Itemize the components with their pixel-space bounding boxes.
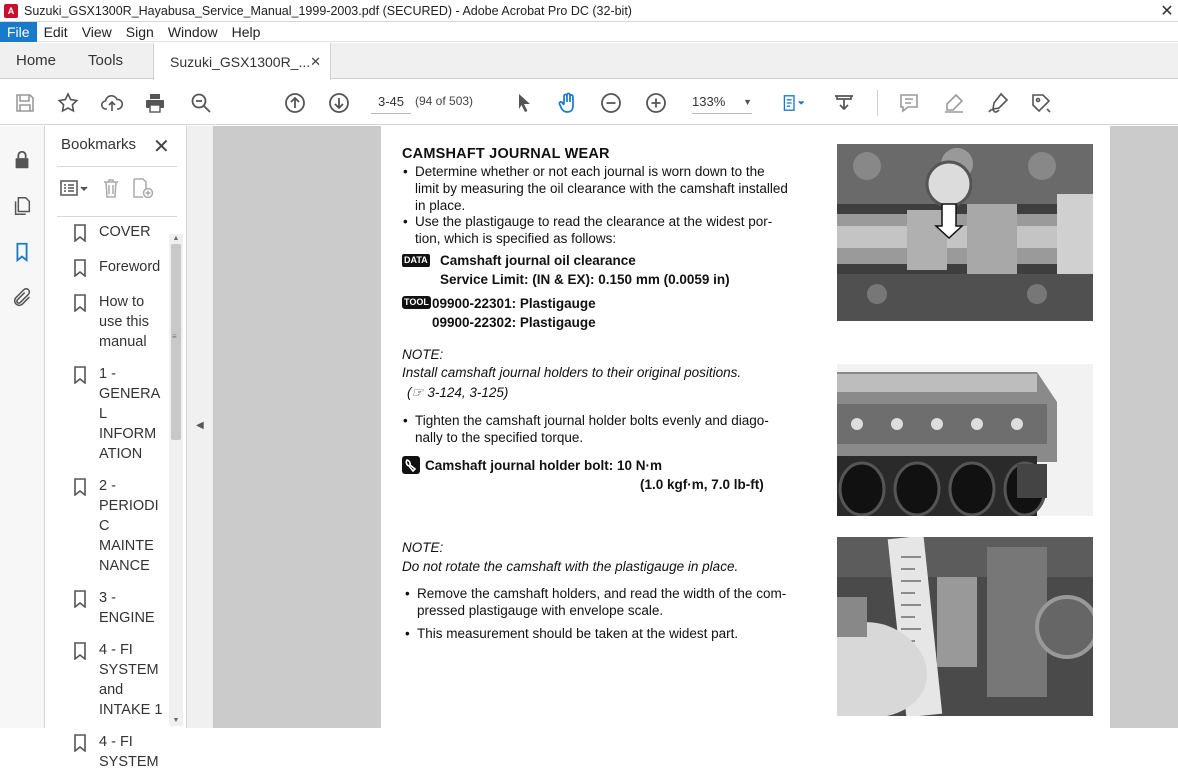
text-line: nally to the specified torque. (415, 430, 584, 445)
label-line: INFORM (99, 426, 157, 442)
page-layout-icon[interactable] (776, 89, 812, 117)
lock-icon[interactable] (10, 148, 34, 172)
tool-badge: TOOL (404, 297, 429, 307)
bookmark-label (99, 732, 163, 772)
menu-sign[interactable]: Sign (125, 23, 154, 40)
tab-bar (0, 43, 1178, 79)
bookmark-item-fi-system-intake[interactable] (73, 640, 183, 720)
highlight-icon[interactable] (940, 89, 968, 117)
divider (57, 216, 177, 217)
chevron-left-icon: ◀ (196, 420, 204, 431)
upload-icon[interactable] (98, 89, 126, 117)
star-icon[interactable] (54, 89, 82, 117)
bookmark-label (99, 476, 163, 576)
bookmark-icon (73, 224, 87, 245)
text-line: limit by measuring the oil clearance with the camshaft installed (415, 181, 788, 196)
panel-collapse-handle[interactable] (187, 126, 213, 728)
sign-icon[interactable] (984, 89, 1012, 117)
label-line: 4 - FI (99, 734, 133, 750)
label-line: How to (99, 294, 145, 310)
bullet-remove (417, 585, 837, 619)
bookmark-icon (73, 366, 87, 464)
menu-edit[interactable]: Edit (43, 23, 68, 40)
label-line: INTAKE 1 (99, 702, 163, 718)
bookmark-icon (73, 478, 87, 576)
scrollbar-thumb[interactable] (171, 244, 181, 440)
note-2-label: NOTE: (402, 540, 444, 555)
hand-icon[interactable] (554, 89, 582, 117)
plastigauge-measurement-photo (837, 537, 1093, 716)
label-line: NANCE (99, 558, 150, 574)
text-line: in place. (415, 198, 466, 213)
window-close-button[interactable]: ✕ (1160, 3, 1174, 20)
tab-home[interactable]: Home (16, 52, 57, 69)
bookmark-icon (73, 259, 87, 280)
bullet-tighten (415, 412, 835, 446)
torque-wrench-icon (402, 456, 420, 474)
menu-help[interactable]: Help (231, 23, 261, 40)
bookmark-item-cover[interactable] (73, 222, 183, 245)
label-line: SYSTEM (99, 662, 159, 678)
label-line: GENERAL (99, 386, 161, 422)
title-bar (0, 0, 1178, 22)
bookmarks-scrollbar[interactable] (169, 234, 183, 726)
tool-1: 09900-22301: Plastigauge (432, 296, 596, 311)
bookmarks-panel (45, 126, 187, 770)
label-line: ENGINE (99, 610, 155, 626)
print-icon[interactable] (141, 89, 169, 117)
menu-file[interactable]: File (0, 22, 37, 42)
window-title: Suzuki_GSX1300R_Hayabusa_Service_Manual_1999-2003.pdf (SECURED) - Adobe Acrobat Pro DC (32-bit) (24, 3, 632, 18)
label-line: 1 - (99, 366, 116, 382)
bullet-measure (417, 625, 837, 642)
label-line: use this (99, 314, 149, 330)
tab-document-label: Suzuki_GSX1300R_... (170, 53, 311, 70)
scroll-down-arrow-icon[interactable]: ▼ (172, 717, 180, 724)
bookmark-item-periodic-maintenance[interactable] (73, 476, 183, 576)
bookmark-icon (73, 734, 87, 772)
save-icon[interactable] (11, 89, 39, 117)
tab-close-button[interactable]: ✕ (310, 53, 322, 69)
comment-icon[interactable] (895, 89, 923, 117)
label-line: SYSTEM (99, 754, 159, 770)
grip-icon: ≡ (172, 332, 177, 341)
note-1-text: Install camshaft journal holders to their original positions. (402, 365, 742, 380)
spec-limit: Service Limit: (IN & EX): 0.150 mm (0.0059 in) (440, 272, 730, 287)
toolbar-separator (877, 90, 878, 116)
label-line: and (99, 682, 124, 698)
bookmarks-toolbar (57, 176, 155, 202)
prev-page-icon[interactable] (281, 89, 309, 117)
note-2-text: Do not rotate the camshaft with the plastigauge in place. (402, 559, 739, 574)
bookmark-icon (73, 294, 87, 352)
torque-spec: Camshaft journal holder bolt: 10 N·m (425, 458, 663, 473)
zoom-level-select[interactable] (692, 90, 752, 114)
note-1-label: NOTE: (402, 347, 444, 362)
scroll-up-arrow-icon[interactable]: ▲ (172, 235, 180, 242)
menu-window[interactable]: Window (167, 23, 218, 40)
bullet-plastigauge (415, 213, 835, 247)
bookmark-icon (73, 590, 87, 628)
next-page-icon[interactable] (325, 89, 353, 117)
label-line: MAINTE (99, 538, 154, 554)
menu-view[interactable]: View (81, 23, 112, 40)
acrobat-app-icon: A (4, 4, 18, 18)
page-number-input[interactable]: 3-45 (371, 90, 411, 114)
toolbar (0, 80, 1178, 125)
page-thumbnails-icon[interactable] (10, 194, 34, 218)
divider (57, 166, 177, 167)
text-line: This measurement should be taken at the widest part. (417, 626, 739, 641)
bookmark-options-icon[interactable] (57, 178, 91, 201)
zoom-in-icon[interactable] (642, 89, 670, 117)
bookmark-item-how-to-use[interactable] (73, 292, 183, 352)
pdf-page (381, 126, 1110, 728)
bookmarks-header: Bookmarks (61, 136, 137, 153)
bookmark-label (99, 588, 163, 628)
bookmark-label (99, 364, 163, 464)
camshaft-photo (837, 144, 1093, 321)
bookmark-item-fi-system[interactable] (73, 732, 183, 772)
section-heading: CAMSHAFT JOURNAL WEAR (402, 146, 610, 162)
delete-bookmark-icon[interactable] (101, 177, 121, 202)
text-line: pressed plastigauge with envelope scale. (417, 603, 664, 618)
zoom-out-icon[interactable] (597, 89, 625, 117)
spec-title: Camshaft journal oil clearance (440, 253, 636, 268)
bookmark-icon (73, 642, 87, 720)
text-line: Remove the camshaft holders, and read the width of the com- (417, 586, 787, 601)
text-line: Determine whether or not each journal is worn down to the (415, 164, 765, 179)
zoom-level-value: 133% (692, 94, 726, 109)
scroll-mode-icon[interactable] (830, 89, 858, 117)
page-count-label: (94 of 503) (415, 94, 474, 108)
text-line: Use the plastigauge to read the clearance at the widest por- (415, 214, 773, 229)
bookmark-item-engine[interactable] (73, 588, 183, 628)
bookmark-panel-icon[interactable] (10, 240, 34, 264)
select-cursor-icon[interactable] (510, 89, 538, 117)
note-1-reference: (☞ 3-124, 3-125) (407, 385, 509, 400)
bookmark-label: COVER (99, 224, 151, 240)
bookmarks-close-button[interactable]: ✕ (153, 136, 170, 158)
bullet-determine (415, 163, 835, 214)
text-line: tion, which is specified as follows: (415, 231, 617, 246)
zoom-search-icon[interactable] (187, 89, 215, 117)
data-badge: DATA (404, 255, 428, 265)
label-line: 2 - (99, 478, 116, 494)
tab-document[interactable] (153, 43, 331, 80)
bookmark-list (73, 222, 183, 784)
label-line: PERIODI (99, 498, 159, 514)
document-viewer[interactable] (213, 126, 1178, 728)
label-line: manual (99, 334, 147, 350)
text-line: Tighten the camshaft journal holder bolts evenly and diago- (415, 413, 769, 428)
bookmark-item-foreword[interactable] (73, 257, 183, 280)
menu-bar (0, 22, 1178, 42)
bookmark-label: Foreword (99, 259, 161, 275)
attachment-icon[interactable] (10, 286, 34, 310)
label-line: ATION (99, 446, 143, 462)
fill-sign-icon[interactable] (1027, 89, 1055, 117)
bookmark-label (99, 640, 163, 720)
label-line: C (99, 518, 110, 534)
bookmark-label (99, 292, 163, 352)
cylinder-head-photo (837, 364, 1093, 516)
tool-2: 09900-22302: Plastigauge (432, 315, 596, 330)
tab-tools[interactable]: Tools (88, 52, 124, 69)
new-bookmark-icon[interactable] (131, 177, 155, 202)
chevron-down-icon: ▼ (743, 96, 752, 107)
left-navigation-rail (0, 126, 45, 728)
label-line: 3 - (99, 590, 116, 606)
torque-spec-alt: (1.0 kgf·m, 7.0 lb-ft) (640, 477, 764, 492)
bookmark-item-general-information[interactable] (73, 364, 183, 464)
label-line: 4 - FI (99, 642, 133, 658)
